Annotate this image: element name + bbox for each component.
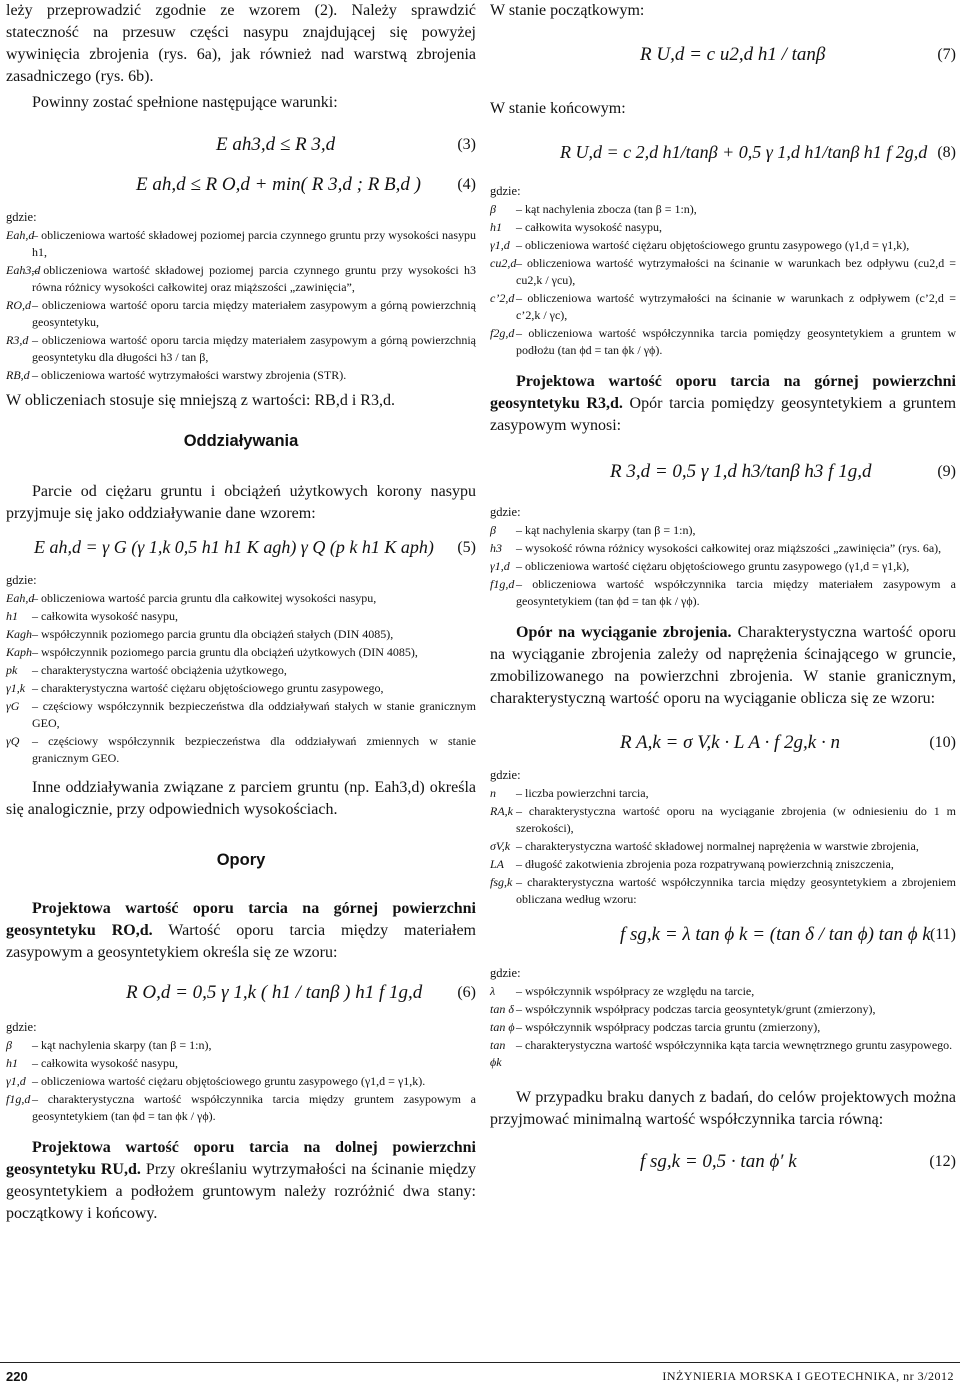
definition-item [490,874,956,908]
definitions-list [490,201,956,359]
definition-description: – obliczeniowa wartość ciężaru objętościowego gruntu zasypowego (γ1,d = γ1,k). [32,1073,476,1090]
definition-description: – obliczeniowa wartość ciężaru objętościowego gruntu zasypowego (γ1,d = γ1,k), [516,558,956,575]
definition-description: – kąt nachylenia zbocza (tan β = 1:n), [516,201,956,218]
definition-symbol: γ1,d [490,238,510,252]
definition-item [6,367,476,384]
definition-symbol: β [490,202,496,216]
definition-item [490,255,956,289]
definition-item [490,237,956,254]
equation-3-formula: E ah3,d ≤ R 3,d [216,134,336,155]
definition-item [6,733,476,767]
gdzie-label: gdzie: [6,210,37,224]
initial-state-label: W stanie początkowym: [490,2,645,19]
definition-description: – obliczeniowa wartość współczynnika tarcia pomiędzy geosyntetykiem a gruntem w podłożu (tan ϕd = tan ϕk / γϕ). [516,325,956,359]
definition-symbol: RO,d [6,298,31,312]
definition-description: – częściowy współczynnik bezpieczeństwa dla oddziaływań zmiennych w stanie granicznym GEO. [32,733,476,767]
conditions-intro: Powinny zostać spełnione następujące warunki: [32,94,338,111]
definition-symbol: β [490,523,496,537]
definition-symbol: Kagh [6,627,33,641]
definition-description: – całkowita wysokość nasypu, [516,219,956,236]
definition-symbol: fsg,k [490,875,513,889]
definition-symbol: R3,d [6,333,29,347]
subsection-3 [490,371,956,437]
definition-item [490,576,956,610]
definitions-list [6,227,476,384]
definition-item [490,558,956,575]
equation-10-formula: R A,k = σ V,k · L A · f 2g,k · n [620,732,840,753]
equation-12-number: (12) [929,1153,956,1170]
definition-item [6,227,476,261]
equation-5-number: (5) [457,539,476,556]
equation-9 [490,455,956,503]
definitions-list [6,1037,476,1125]
section-heading-resistances: Opory [216,851,266,869]
page-number: 220 [6,1369,28,1384]
definition-description: – charakterystyczna wartość składowej normalnej naprężenia w warstwie zbrojenia, [516,838,956,855]
definition-description: – liczba powierzchni tarcia, [516,785,956,802]
equation-5 [6,531,476,571]
definition-item [6,1091,476,1125]
gdzie-label: gdzie: [6,1020,37,1034]
equation-8-number: (8) [937,144,956,161]
definition-item [6,1073,476,1090]
definition-symbol: LA [490,857,505,871]
definition-description: – współczynnik współpracy podczas tarcia geosyntetyk/grunt (zmierzony), [516,1001,956,1018]
definition-symbol: β [6,1038,12,1052]
definition-item [490,1019,956,1036]
definition-symbol: γ1,d [490,559,510,573]
equation-7-formula: R U,d = c u2,d h1 / tanβ [640,44,826,65]
equation-3-number: (3) [457,136,476,153]
subsection-3-text: Opór tarcia pomiędzy geosyntetykiem a gruntem zasypowym wynosi: [490,395,957,434]
definition-symbol: Eah,d [6,228,35,242]
gdzie-label: gdzie: [490,505,521,519]
definition-symbol: λ [490,984,496,998]
definition-item [6,262,476,296]
equation-4-formula: E ah,d ≤ R O,d + min( R 3,d ; R B,d ) [136,174,421,195]
definition-item [490,325,956,359]
definition-symbol: RA,k [490,804,513,818]
gdzie-label: gdzie: [490,966,521,980]
definition-item [490,1001,956,1018]
final-state-label: W stanie końcowym: [490,100,626,117]
subsection-1-text: Wartość oporu tarcia między materiałem zasypowym a geosyntetykiem określa się ze wzoru: [6,922,476,961]
definition-item [490,983,956,1000]
definition-item [490,838,956,855]
equation-6-number: (6) [457,984,476,1001]
equation-4-number: (4) [457,176,476,193]
definition-symbol: f1g,d [490,577,515,591]
definition-description: – obliczeniowa wartość składowej poziomej parcia czynnego gruntu przy wysokości nasypu h1, [32,227,476,261]
equation-8 [490,136,956,182]
equation-9-number: (9) [937,463,956,480]
definition-item [490,201,956,218]
definition-description: – charakterystyczna wartość obciążenia użytkowego, [32,662,476,679]
definition-description: – całkowita wysokość nasypu, [32,1055,476,1072]
final-paragraph: W przypadku braku danych z badań, do celów projektowych można przyjmować minimalną wartość współczynnika tarcia równą: [490,1089,956,1128]
equation-12-formula: f sg,k = 0,5 · tan ϕ′ k [640,1151,797,1172]
gdzie-label: gdzie: [6,573,37,587]
equation-7-number: (7) [937,46,956,63]
definition-description: – obliczeniowa wartość wytrzymałości na ścinanie w warunkach bez odpływu (cu2,d = cu2,k / γcu), [516,255,956,289]
definition-description: – współczynnik współpracy podczas tarcia gruntu (zmierzony), [516,1019,956,1036]
equation-4 [6,168,476,208]
definitions-list [490,983,956,1071]
definition-item [490,290,956,324]
definition-description: – obliczeniowa wartość ciężaru objętościowego gruntu zasypowego (γ1,d = γ1,k), [516,237,956,254]
definition-item [6,680,476,697]
definition-symbol: cu2,d [490,256,517,270]
equation-5-formula: E ah,d = γ G (γ 1,k 0,5 h1 h1 K agh) γ Q (p k h1 K aph) [34,537,434,557]
definition-symbol: f2g,d [490,326,515,340]
definition-description: – obliczeniowa wartość oporu tarcia między materiałem zasypowym a górną powierzchnią geosyntetyku dla długości h3 / tan β, [32,332,476,366]
other-actions-paragraph: Inne oddziaływania związane z parciem gruntu (np. Eah3,d) określa się analogicznie, przy odpowiednich wysokościach. [6,779,476,818]
page-footer [0,1362,960,1384]
definition-item [6,608,476,625]
subsection-2 [6,1137,476,1225]
equation-10 [490,726,956,766]
actions-paragraph: Parcie od ciężaru gruntu i obciążeń użytkowych korony nasypu przyjmuje się jako oddziaływanie dane wzorem: [6,483,476,522]
left-column [6,0,476,1225]
definition-item [490,803,956,837]
subsection-2-text: Przy określaniu wytrzymałości na ścinanie między geosyntetykiem a podłożem gruntowym należy rozróżnić dwa stany: początkowy i końcowy. [6,1161,476,1222]
subsection-1 [6,898,476,964]
definition-symbol: γ1,k [6,681,26,695]
definition-symbol: RB,d [6,368,30,382]
definition-description: – obliczeniowa wartość wytrzymałości na ścinanie w warunkach z odpływem (c’2,d = c’2,k / γc), [516,290,956,324]
definition-symbol: pk [6,663,18,677]
calc-note: W obliczeniach stosuje się mniejszą z wartości: RB,d i R3,d. [6,392,395,409]
definition-symbol: h3 [490,541,502,555]
subsection-3-title: Projektowa wartość oporu tarcia na górnej powierzchni geosyntetyku R3,d. [490,373,956,412]
definition-item [490,219,956,236]
definition-symbol: Eah,d [6,591,35,605]
definition-symbol: γ1,d [6,1074,26,1088]
definition-description: – współczynnik poziomego parcia gruntu dla obciążeń stałych (DIN 4085), [32,626,476,643]
definition-description: – całkowita wysokość nasypu, [32,608,476,625]
equation-11-formula: f sg,k = λ tan ϕ k = (tan δ / tan ϕ) tan ϕ k [620,924,931,945]
definition-item [6,1055,476,1072]
definition-description: – obliczeniowa wartość wytrzymałości warstwy zbrojenia (STR). [32,367,476,384]
definition-item [490,522,956,539]
definition-description: – współczynnik współpracy ze względu na tarcie, [516,983,956,1000]
definition-symbol: f1g,d [6,1092,31,1106]
definition-description: – częściowy współczynnik bezpieczeństwa dla oddziaływań stałych w stanie granicznym GEO, [32,698,476,732]
definition-description: – obliczeniowa wartość parcia gruntu dla całkowitej wysokości nasypu, [32,590,476,607]
definition-symbol: Kaph [6,645,33,659]
definition-description: – długość zakotwienia zbrojenia poza rozpatrywaną powierzchnią zniszczenia, [516,856,956,873]
definition-item [6,332,476,366]
definition-item [6,644,476,661]
definitions-list [490,522,956,610]
equation-6-formula: R O,d = 0,5 γ 1,k ( h1 / tanβ ) h1 f 1g,d [126,982,423,1003]
definition-symbol: tan ϕ [490,1020,515,1034]
equation-12 [490,1145,956,1185]
definition-item [490,856,956,873]
definition-symbol: Eah3,d [6,263,41,277]
gdzie-label: gdzie: [490,184,521,198]
definition-description: – charakterystyczna wartość oporu na wyciąganie zbrojenia (w odniesieniu do 1 m szerokości), [516,803,956,837]
definition-item [490,785,956,802]
definition-symbol: γG [6,699,20,713]
definition-description: – charakterystyczna wartość współczynnika tarcia między gruntem zasypowym a geosyntetykiem (tan ϕd = tan ϕk / γϕ). [32,1091,476,1125]
equation-11-number: (11) [929,926,956,943]
equation-8-formula: R U,d = c 2,d h1/tanβ + 0,5 γ 1,d h1/tanβ h1 f 2g,d [560,142,928,162]
subsection-4-text: Charakterystyczna wartość oporu na wyciąganie zbrojenia zależy od naprężenia ścinającego w gruncie, zmobilizowanego na powierzchni zbrojenia. W stanie granicznym, charakterystyczną wartość oporu na wyciąganie oblicza się ze wzoru: [490,624,957,707]
subsection-1-title: Projektowa wartość oporu tarcia na górnej powierzchni geosyntetyku RO,d. [6,900,476,939]
definition-item [490,1037,956,1071]
equation-6 [6,972,476,1018]
definition-symbol: c’2,d [490,291,515,305]
definition-symbol: n [490,786,496,800]
definition-item [490,540,956,557]
subsection-4 [490,622,956,710]
definition-description: – obliczeniowa wartość współczynnika tarcia między materiałem zasypowym a geosyntetykiem (tan ϕd = tan ϕk / γϕ). [516,576,956,610]
definition-description: – kąt nachylenia skarpy (tan β = 1:n), [516,522,956,539]
equation-10-number: (10) [929,734,956,751]
definition-symbol: h1 [6,1056,18,1070]
definition-symbol: h1 [490,220,502,234]
journal-title: INŻYNIERIA MORSKA I GEOTECHNIKA, nr 3/2012 [662,1369,954,1383]
definition-item [6,1037,476,1054]
definition-symbol: h1 [6,609,18,623]
definition-description: – wysokość równa różnicy wysokości całkowitej oraz miąższości „zawinięcia” (rys. 6a), [516,540,956,557]
definition-description: – kąt nachylenia skarpy (tan β = 1:n), [32,1037,476,1054]
definition-item [6,590,476,607]
gdzie-label: gdzie: [490,768,521,782]
definition-symbol: tan δ [490,1002,514,1016]
equation-9-formula: R 3,d = 0,5 γ 1,d h3/tanβ h3 f 1g,d [610,461,872,482]
subsection-4-title: Opór na wyciąganie zbrojenia. [516,624,732,641]
definition-description: – charakterystyczna wartość ciężaru objętościowego gruntu zasypowego, [32,680,476,697]
definition-description: – charakterystyczna wartość współczynnika kąta tarcia wewnętrznego gruntu zasypowego. [516,1037,956,1071]
equation-3 [6,128,476,168]
definition-description: – współczynnik poziomego parcia gruntu dla obciążeń użytkowych (DIN 4085), [32,644,476,661]
definitions-list [490,785,956,908]
equation-7 [490,38,956,84]
definition-symbol: σV,k [490,839,511,853]
definition-description: – charakterystyczna wartość współczynnika tarcia między geosyntetykiem a zbrojeniem obliczana według wzoru: [516,874,956,908]
intro-paragraph: leży przeprowadzić zgodnie ze wzorem (2). Należy sprawdzić stateczność na przesuw części nasypu znajdującej się powyżej wywinięcia zbrojenia (rys. 6a), jak również nad warstwą zbrojenia zasadniczego (rys. 6b). [6,2,476,85]
right-column [490,0,956,1185]
section-heading-actions: Oddziaływania [183,432,299,450]
definition-description: – obliczeniowa wartość oporu tarcia między materiałem zasypowym a górną powierzchnią geosyntetyku, [32,297,476,331]
definition-item [6,698,476,732]
subsection-2-title: Projektowa wartość oporu tarcia na dolnej powierzchni geosyntetyku RU,d. [6,1139,476,1178]
definition-description: – obliczeniowa wartość składowej poziomej parcia czynnego gruntu przy wysokości h3 równa różnicy wysokości całkowitej oraz miąższości „zawinięcia”, [32,262,476,296]
definition-symbol: γQ [6,734,20,748]
equation-11 [490,918,956,964]
definition-symbol: tan ϕk [490,1038,506,1069]
definition-item [6,297,476,331]
definition-item [6,626,476,643]
definitions-list [6,590,476,767]
definition-item [6,662,476,679]
